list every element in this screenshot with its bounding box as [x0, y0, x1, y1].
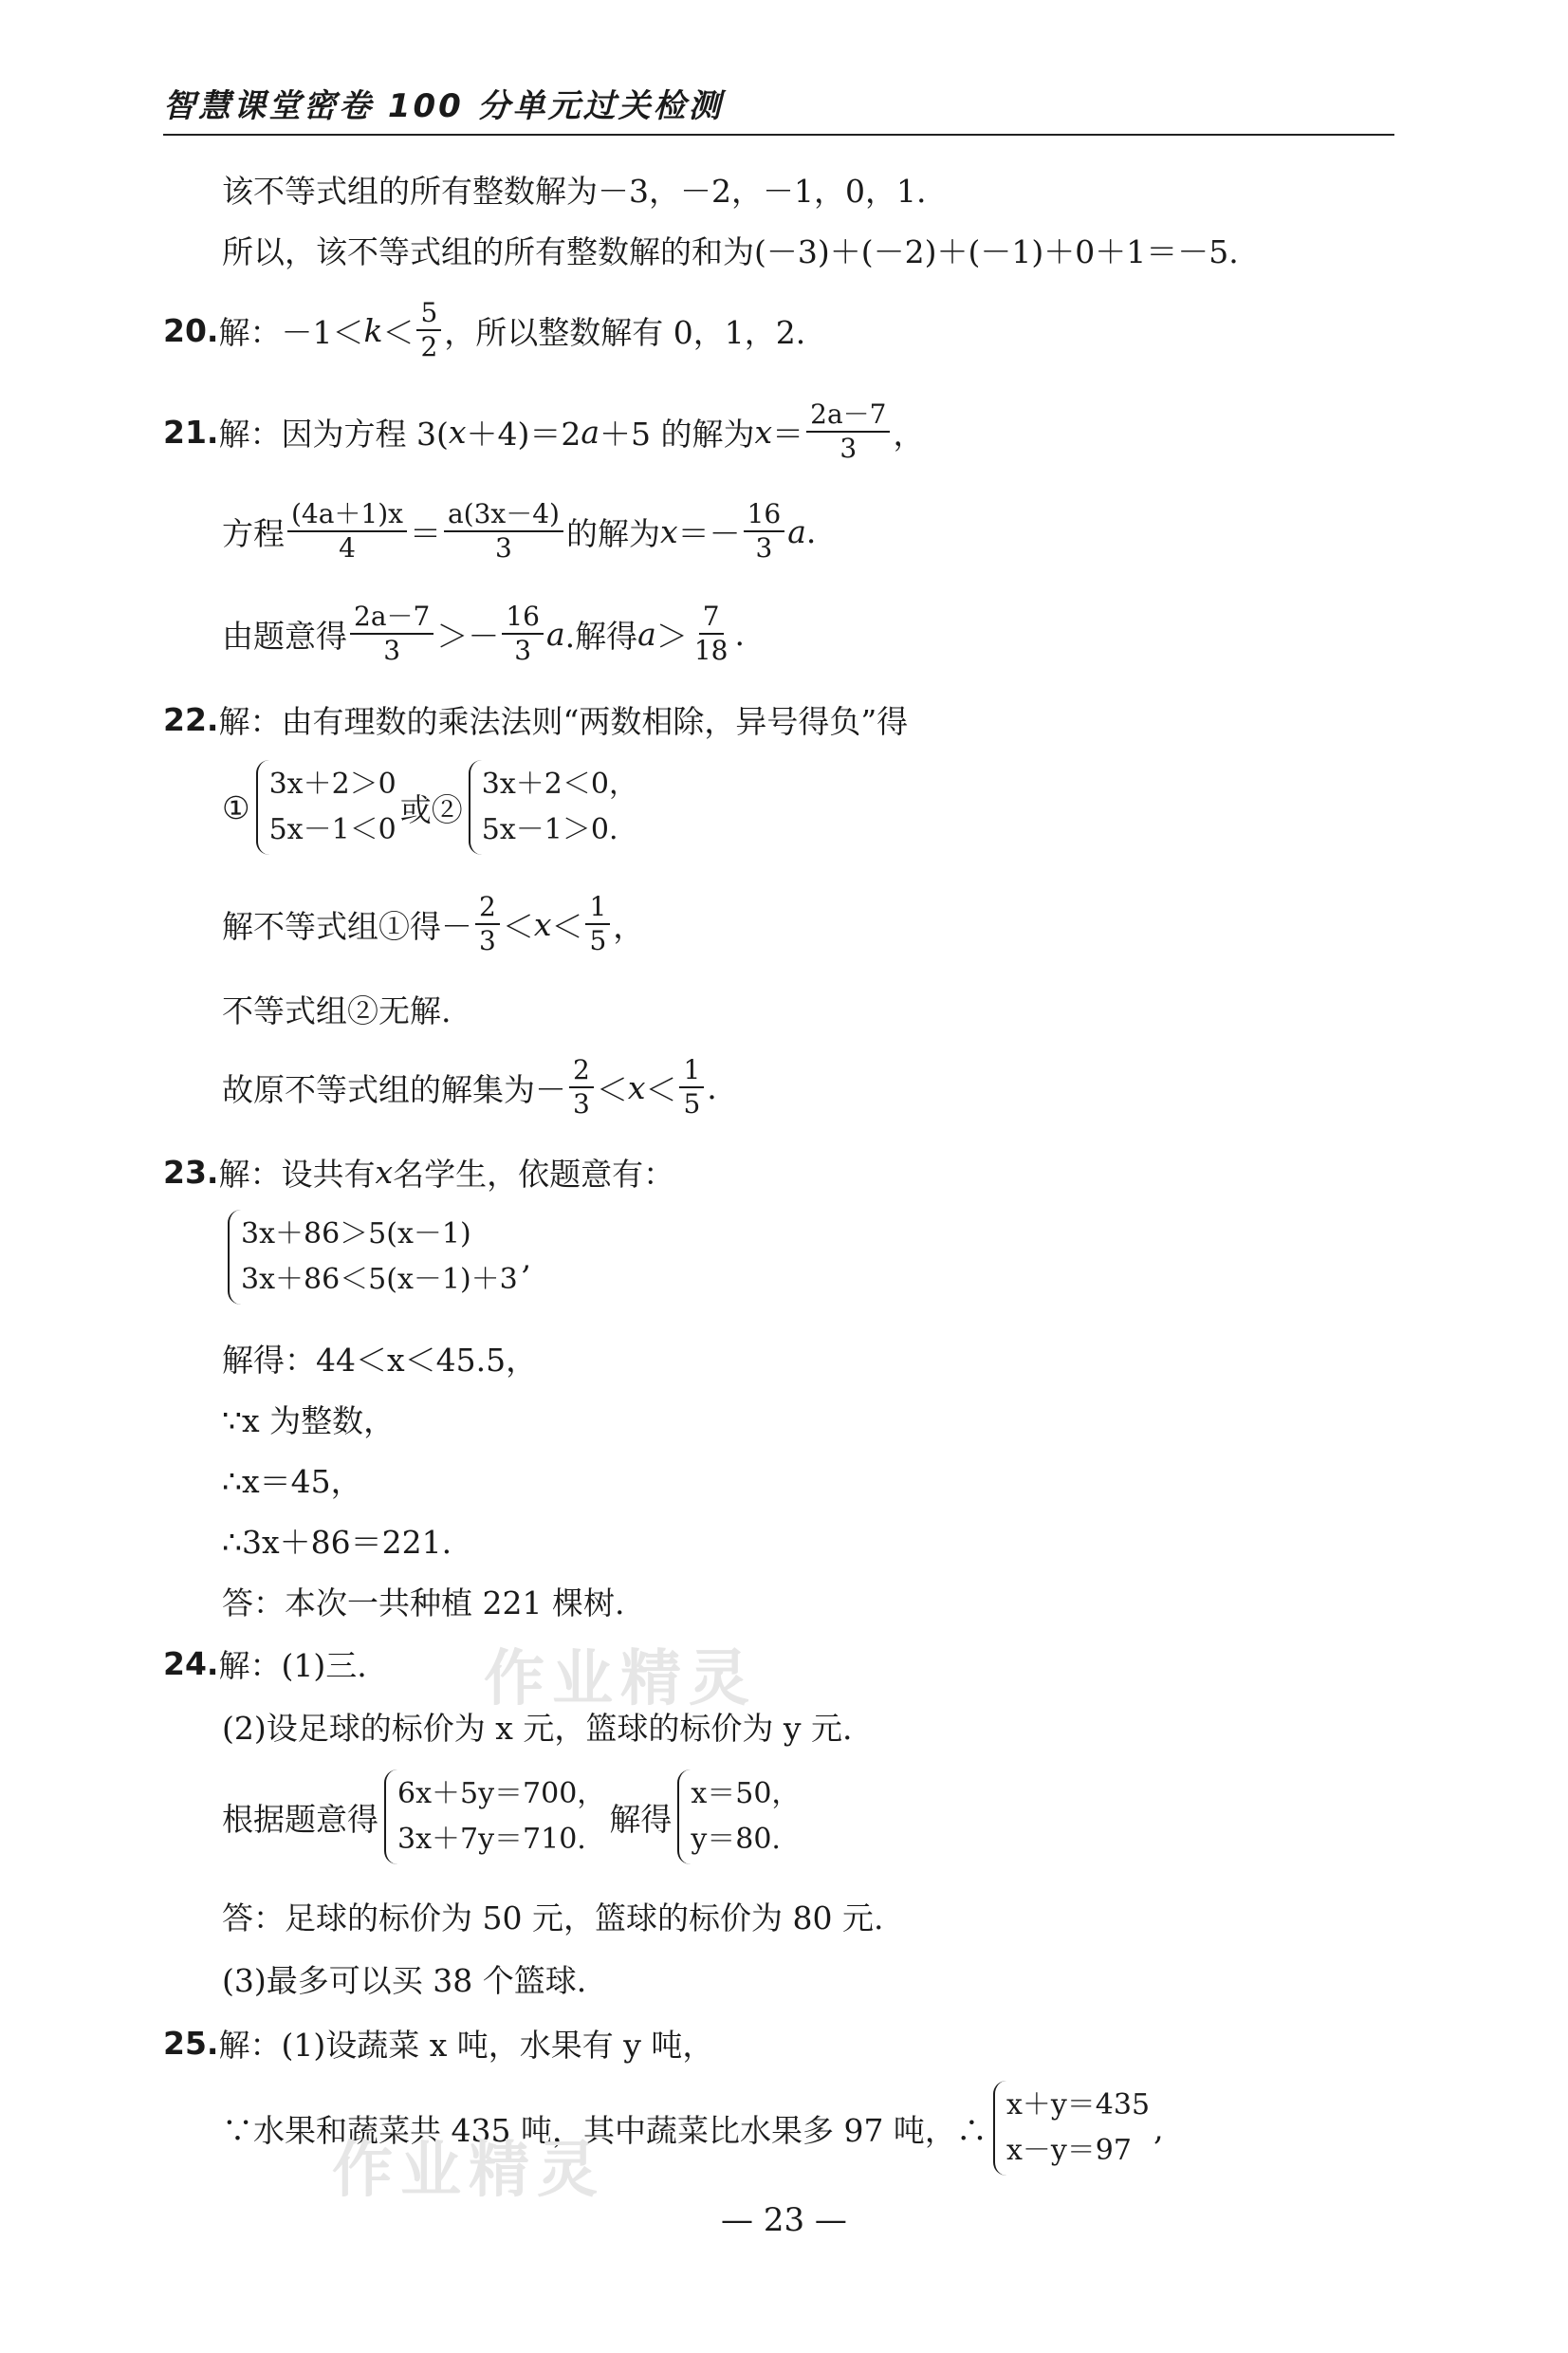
q21-line-3: 由题意得 $\frac{2a-7}{3}$ ＞－ $\frac{16}{3}$ a .解得 a ＞ $\frac{7}{18}$ . [222, 600, 745, 666]
q21-fraction-5: $\frac{2a-7}{3}$ [350, 602, 434, 666]
page-header-title: 智慧课堂密卷 100 分单元过关检测 [163, 87, 724, 125]
q24-number: 24. [163, 1645, 219, 1682]
q24-system-1: 6x＋5y＝700， 3x＋7y＝710. [384, 1769, 605, 1864]
q22-line-4: 不等式组②无解. [222, 992, 452, 1029]
q23-system: 3x＋86＞5(x－1) 3x＋86＜5(x－1)＋3 , [222, 1205, 531, 1309]
q25-number: 25. [163, 2025, 219, 2062]
q23-line-5: ∴x＝45， [222, 1463, 362, 1500]
q20-number: 20. [163, 311, 219, 349]
q21-number: 21. [163, 413, 219, 451]
q21-line-2: 方程 $\frac{(4a+1)x}{4}$ ＝ $\frac{a(3x-4)}{3}$ 的解为 x ＝－ $\frac{16}{3}$ a . [222, 497, 817, 564]
q21-fraction-2: $\frac{(4a+1)x}{4}$ [287, 499, 407, 564]
q20-fraction: $\frac{5}{2}$ [416, 298, 441, 362]
q24-line-4: 答：足球的标价为 50 元，篮球的标价为 80 元. [222, 1899, 884, 1936]
q21-fraction-6: $\frac{16}{3}$ [502, 602, 544, 666]
q22-systems: ① 3x＋2＞0 5x－1＜0 或② 3x＋2＜0， 5x－1＞0. [222, 755, 641, 860]
header-rule [163, 134, 1394, 136]
q23-line-7: 答：本次一共种植 221 棵树. [222, 1584, 625, 1621]
q23-line-6: ∴3x＋86＝221. [222, 1524, 452, 1561]
q20-line: 20. 解：－1＜ k ＜ $\frac{5}{2}$ ，所以整数解有 0，1，2. [163, 296, 806, 362]
q23-line-4: ∵x 为整数， [222, 1402, 396, 1439]
q23-line-3: 解得：44＜x＜45.5， [222, 1342, 538, 1379]
q25-line-1: 25. 解：(1)设蔬菜 x 吨，水果有 y 吨， [163, 2025, 714, 2064]
q22-line-1: 22. 解：由有理数的乘法法则“两数相除，异号得负”得 [163, 701, 909, 740]
cont-line-2: 所以，该不等式组的所有整数解的和为(－3)＋(－2)＋(－1)＋0＋1＝－5. [222, 233, 1239, 270]
q24-line-5: (3)最多可以买 38 个篮球. [222, 1962, 587, 1999]
cont-line-1: 该不等式组的所有整数解为－3，－2，－1，0，1. [222, 173, 927, 210]
q24-line-2: (2)设足球的标价为 x 元，篮球的标价为 y 元. [222, 1710, 853, 1747]
q23-line-1: 23. 解：设共有 x 名学生，依题意有： [163, 1154, 675, 1193]
q24-line-1: 24. 解：(1)三. [163, 1645, 367, 1684]
q21-line-1: 21. 解：因为方程 3( x ＋4)＝2 a ＋5 的解为 x ＝ $\frac{2a-7}{3}$ ， [163, 398, 925, 464]
q21-fraction-7: $\frac{7}{18}$ [693, 600, 729, 666]
q22-system-2: 3x＋2＜0， 5x－1＞0. [469, 760, 637, 855]
page-number: — 23 — [721, 2201, 847, 2239]
q21-fraction-3: $\frac{a(3x-4)}{3}$ [444, 499, 563, 564]
q22-line-5: 故原不等式组的解集为－ $\frac{2}{3}$ ＜ x ＜ $\frac{1}{5}$ . [222, 1053, 717, 1120]
q23-number: 23. [163, 1154, 219, 1191]
watermark-1: 作业精灵 [484, 1644, 757, 1714]
q22-number: 22. [163, 701, 219, 738]
q24-line-3: 根据题意得 6x＋5y＝700， 3x＋7y＝710. 解得 x＝50， y＝80. [222, 1765, 803, 1869]
watermark-2: 作业精灵 [332, 2136, 605, 2206]
q24-system-2: x＝50， y＝80. [677, 1769, 800, 1864]
q25-line-2: ∵水果和蔬菜共 435 吨，其中蔬菜比水果多 97 吨，∴ x＋y＝435 x－y＝97 , [222, 2076, 1164, 2180]
q21-fraction-4: $\frac{16}{3}$ [744, 499, 785, 564]
q21-fraction-1: $\frac{2a-7}{3}$ [806, 399, 890, 464]
q22-line-3: 解不等式组①得－ $\frac{2}{3}$ ＜ x ＜ $\frac{1}{5}$ ， [222, 890, 645, 956]
q22-system-1: 3x＋2＞0 5x－1＜0 [256, 760, 397, 855]
